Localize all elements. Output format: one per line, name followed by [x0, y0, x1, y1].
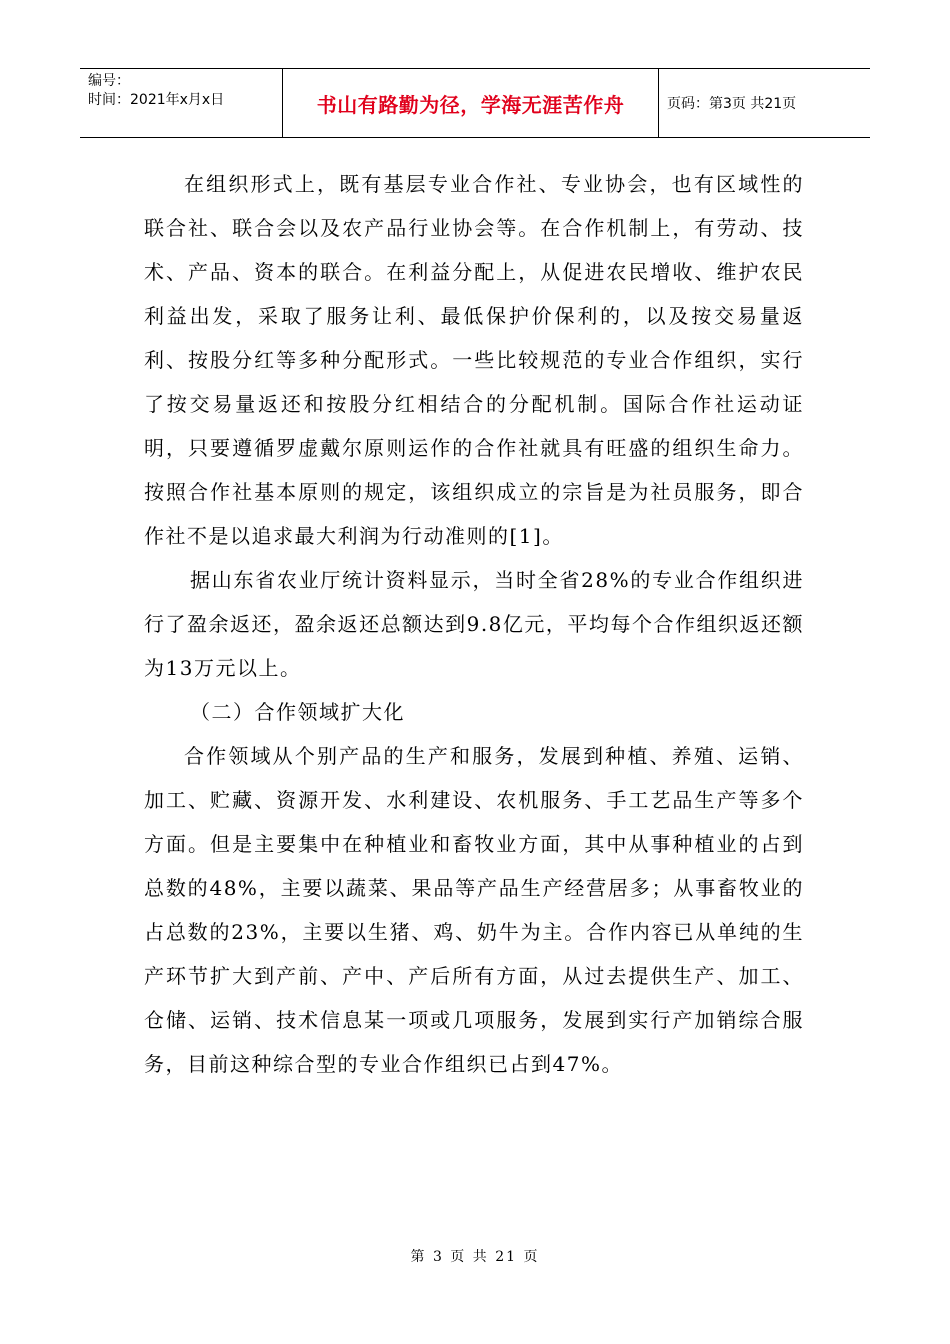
paragraph-shandong-statistics: 据山东省农业厅统计资料显示，当时全省28%的专业合作组织进行了盈余返还，盈余返还总额达到9.8亿元，平均每个合作组织返还额为13万元以上。 [144, 568, 804, 680]
document-number-label: 编号： [88, 73, 130, 89]
paragraph-organization-form: 在组织形式上，既有基层专业合作社、专业协会，也有区域性的联合社、联合会以及农产品行业协会等。在合作机制上，有劳动、技术、产品、资本的联合。在利益分配上，从促进农民增收、维护农民利益出发，采取了服务让利、最低保护价保利的，以及按交易量返利、按股分红等多种分配形式。一些比较规范的专业合作组织，实行了按交易量返还和按股分红相结合的分配机制。国际合作社运动证明，只要遵循罗虚戴尔原则运作的合作社就具有旺盛的组织生命力。按照合作社基本原则的规定，该组织成立的宗旨是为社员服务，即合作社不是以追求最大利润为行动准则的[1]。 [144, 172, 804, 548]
header-page-info: 页码：第3页 共21页 [667, 96, 797, 112]
header-motto: 书山有路勤为径，学海无涯苦作舟 [283, 69, 659, 137]
paragraph-cooperation-field: 合作领域从个别产品的生产和服务，发展到种植、养殖、运销、加工、贮藏、资源开发、水利建设、农机服务、手工艺品生产等多个方面。但是主要集中在种植业和畜牧业方面，其中从事种植业的占到总数的48%，主要以蔬菜、果品等产品生产经营居多；从事畜牧业的占总数的23%，主要以生猪、鸡、奶牛为主。合作内容已从单纯的生产环节扩大到产前、产中、产后所有方面，从过去提供生产、加工、仓储、运销、技术信息某一项或几项服务，发展到实行产加销综合服务，目前这种综合型的专业合作组织已占到47%。 [144, 744, 804, 1076]
document-date: 时间：2021年x月x日 [88, 92, 225, 108]
page-header [80, 68, 870, 138]
document-body [144, 162, 804, 1086]
header-meta [80, 69, 283, 137]
section-heading: （二）合作领域扩大化 [190, 700, 405, 724]
page-footer: 第 3 页 共 21 页 [410, 1249, 540, 1265]
